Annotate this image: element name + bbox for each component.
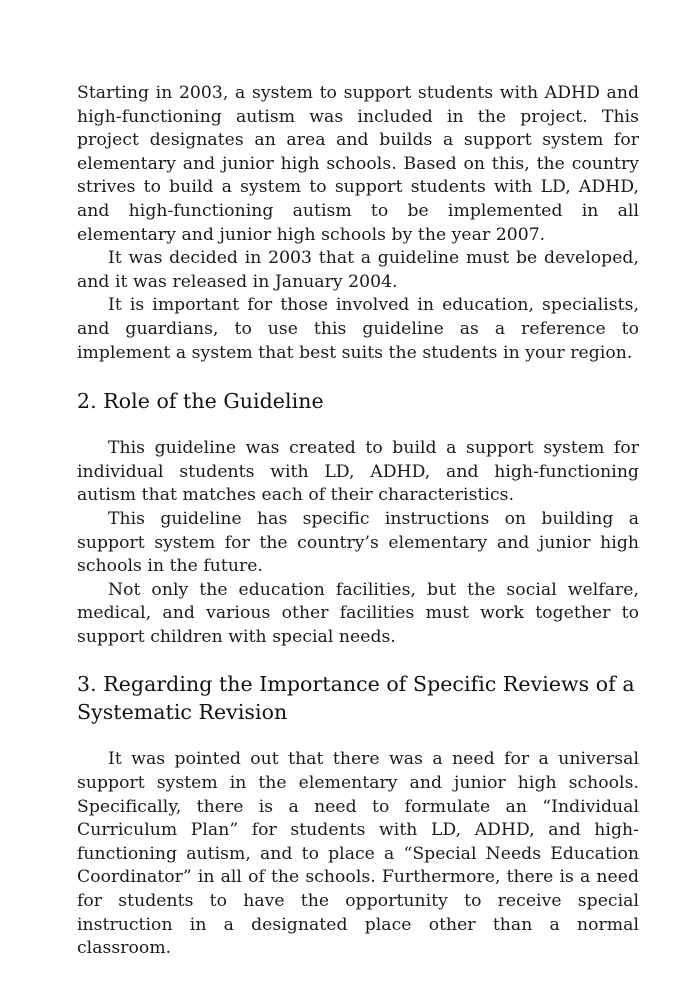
section-heading-role-of-guideline: 2. Role of the Guideline (77, 389, 324, 414)
section3-paragraph-1: It was pointed out that there was a need for a universal support system in the elementary and junior high schools. Specifically, there is a need to formulate an “Individual Curriculum Plan” for students with LD, ADHD, and high-functioning autism, and to place a “Special Needs Education Coordinator” in all of the schools. Furthermore, there is a need for students to have the opportunity to receive special instruction in a designated place other than a normal classroom. (77, 749, 639, 959)
intro-paragraph-3: It is important for those involved in education, specialists, and guardians, to use this guideline as a reference to implement a system that best suits the students in your region. (77, 295, 639, 363)
intro-paragraph-1: Starting in 2003, a system to support students with ADHD and high-functioning autism was included in the project. This project designates an area and builds a support system for elementary and junior high schools. Based on this, the country strives to build a system to support students with LD, ADHD, and high-functioning autism to be implemented in all elementary and junior high schools by the year 2007. (77, 83, 639, 245)
section2-paragraph-1: This guideline was created to build a support system for individual students with LD, ADHD, and high-functioning autism that matches each of their characteristics. (77, 438, 639, 506)
section-heading-importance-of-reviews: 3. Regarding the Importance of Specific Reviews of a Systematic Revision (77, 672, 635, 725)
section2-paragraph-3: Not only the education facilities, but the social welfare, medical, and various other facilities must work together to support children with special needs. (77, 579, 639, 647)
section2-paragraph-2: This guideline has specific instructions on building a support system for the country’s elementary and junior high schools in the future. (77, 508, 639, 577)
intro-paragraph-2: It was decided in 2003 that a guideline must be developed, and it was released in January 2004. (77, 248, 639, 292)
document-page (77, 82, 639, 961)
